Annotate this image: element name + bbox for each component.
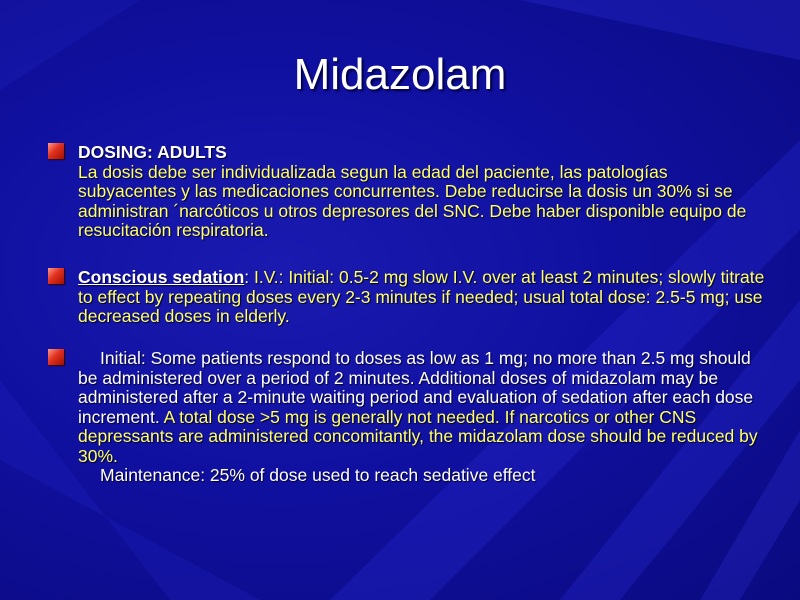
bullet-2-heading: Conscious sedation	[78, 267, 245, 287]
bullet-2-text: I.V.: Initial: 0.5-2 mg slow I.V. over at least 2 minutes; slowly titrate to effect by repeating doses every 2-3 minutes if needed; usual total dose: 2.5-5 mg; use decreased doses in elderly.	[78, 267, 765, 326]
bullet-1-heading: DOSING: ADULTS	[78, 142, 227, 162]
bullet-1-paragraph	[78, 143, 768, 241]
bullet-2-marker	[48, 268, 64, 284]
bullet-3-text-white: Initial: Some patients respond to doses as low as 1 mg; no more than 2.5 mg should be administered over a period of 2 minutes. Additional doses of midazolam may be administered after a 2-minute waiting period and evaluation of sedation after each dose increment.	[78, 348, 754, 427]
bullet-3-text-yellow: A total dose >5 mg is generally not needed. If narcotics or other CNS depressants are administered concomitantly, the midazolam dose should be reduced by 30%.	[78, 406, 758, 466]
bullet-1-text: La dosis debe ser individualizada segun la edad del paciente, las patologías subyacentes y las medicaciones concurrentes. Debe reducirse la dosis un 30% si se administran ´narcóticos u otros depresores del SNC. Debe haber disponible equipo de resucitación respiratoria.	[78, 161, 747, 240]
slide-title: Midazolam	[293, 50, 507, 99]
bullet-3-marker	[48, 349, 64, 365]
bullet-3-paragraph	[78, 349, 768, 486]
bullet-1-marker	[48, 143, 64, 159]
bullet-2-separator: :	[244, 267, 255, 287]
bullet-3-maintenance: Maintenance: 25% of dose used to reach sedative effect	[100, 465, 536, 485]
bullet-2-paragraph	[78, 268, 768, 327]
